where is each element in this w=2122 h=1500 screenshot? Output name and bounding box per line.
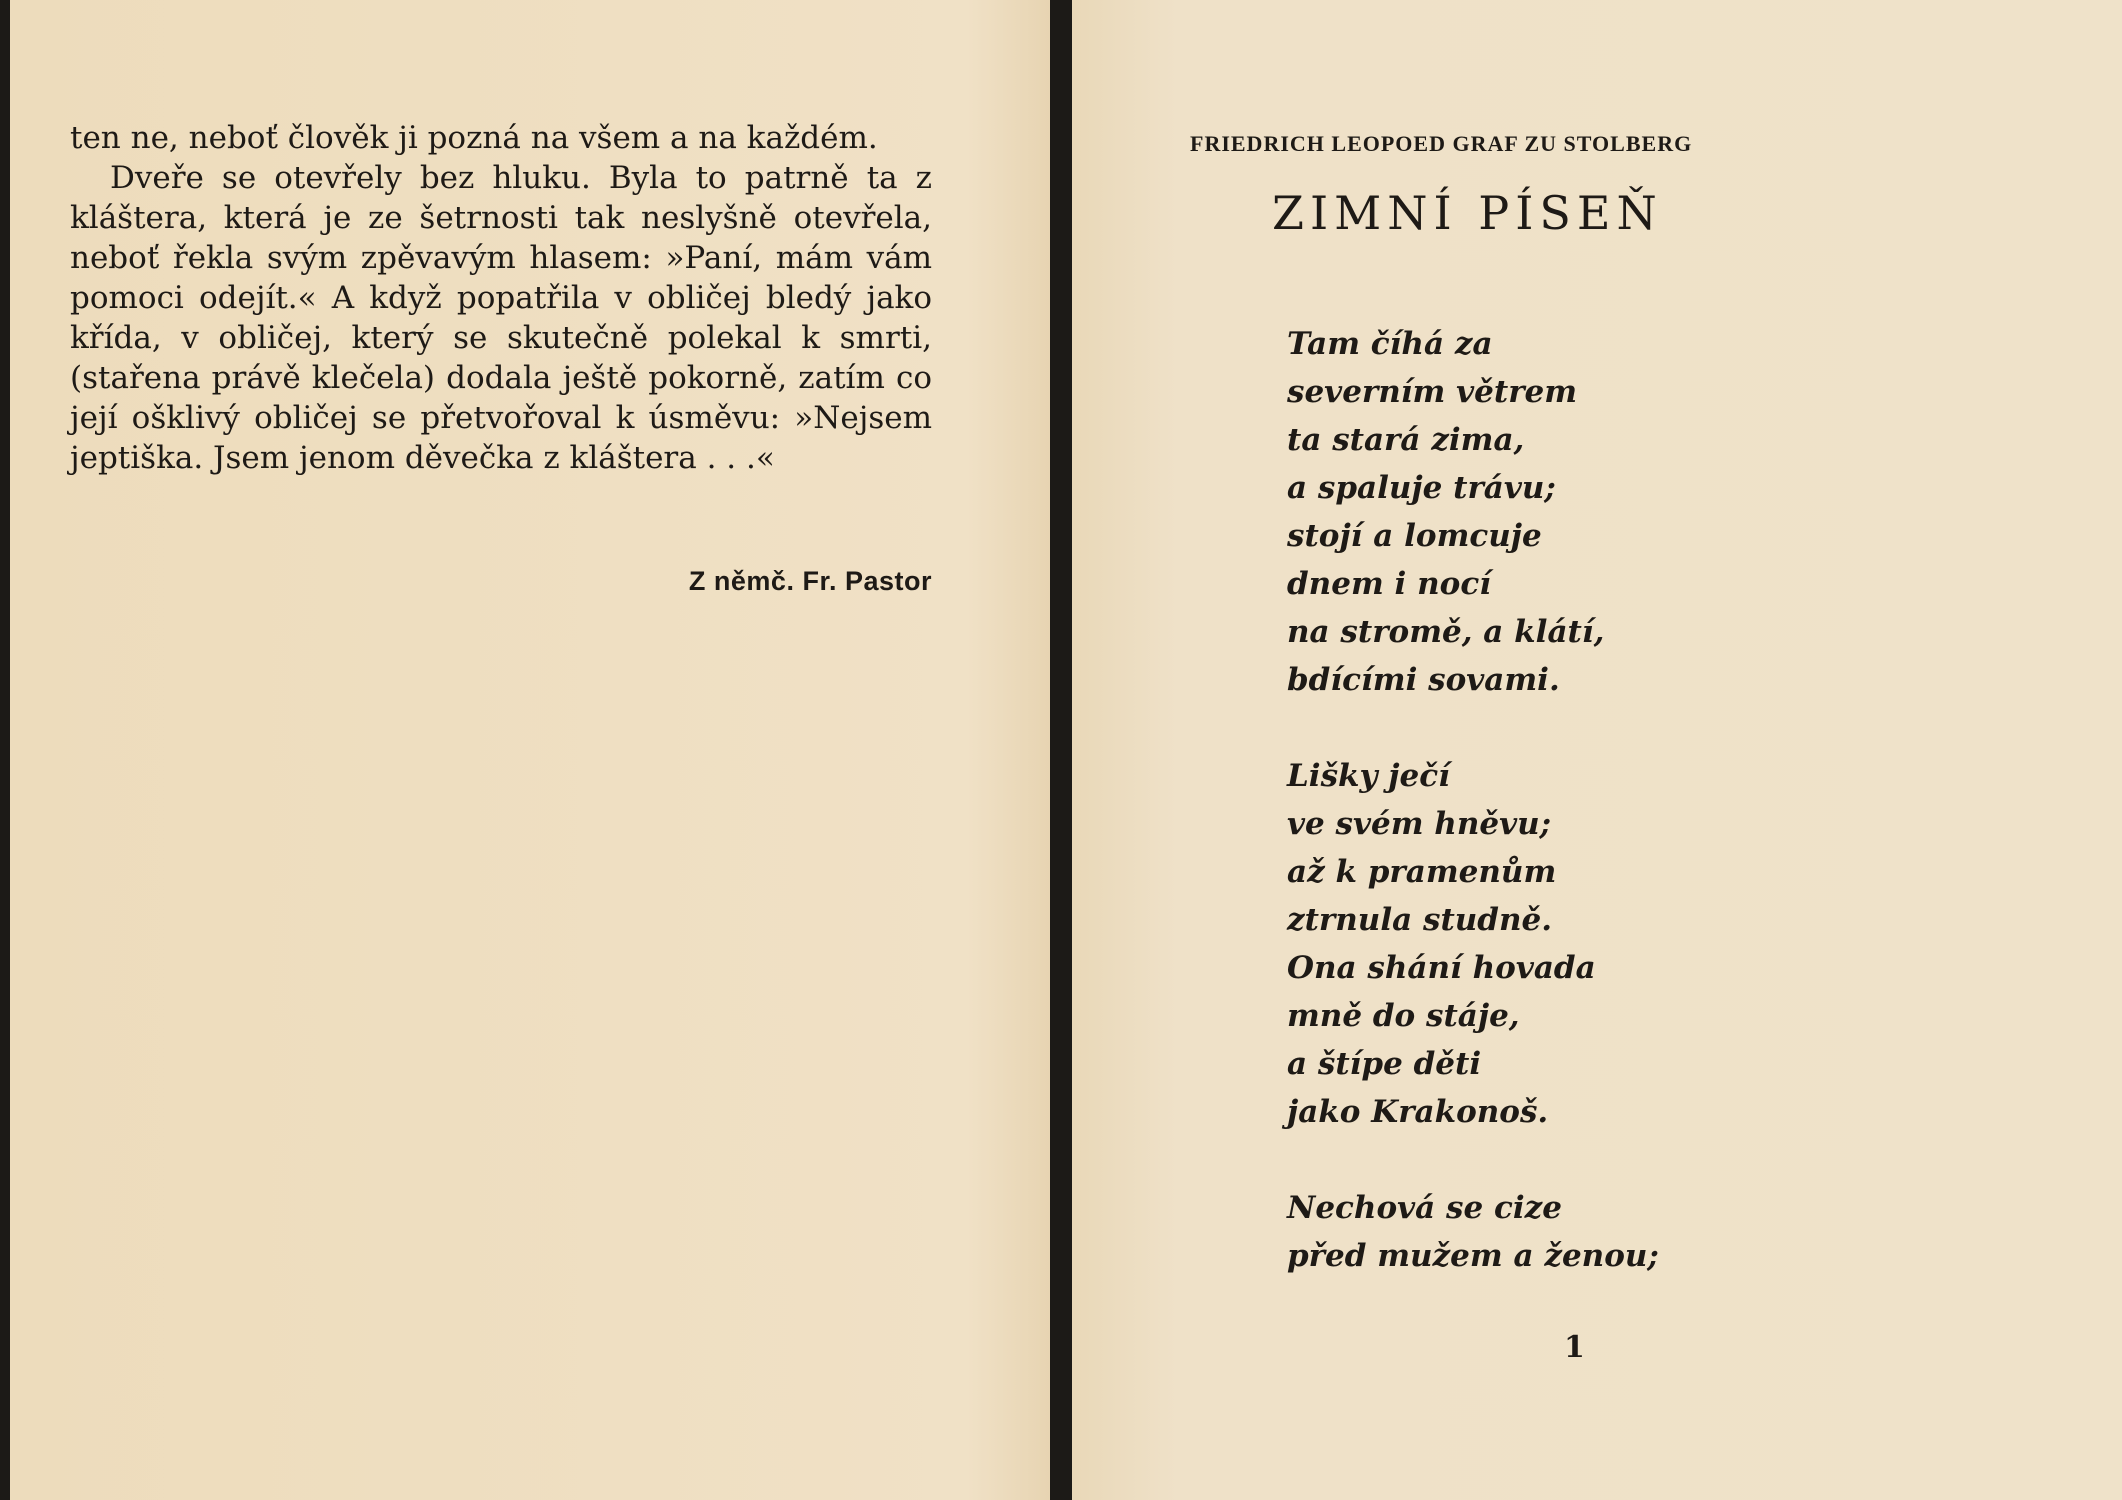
page-number: 1 — [1564, 1330, 1585, 1365]
poem-line: až k pramenům — [1287, 854, 1557, 890]
poem-line: a spaluje trávu; — [1287, 470, 1556, 506]
poem-line: bdícími sovami. — [1287, 662, 1560, 698]
poem-author: FRIEDRICH LEOPOED GRAF ZU STOLBERG — [1190, 131, 1693, 156]
poem-line: před mužem a ženou; — [1287, 1238, 1659, 1274]
poem-line: Ona shání hovada — [1287, 950, 1596, 986]
poem-body — [1287, 320, 1659, 1328]
poem-line: Lišky ječí — [1287, 758, 1450, 794]
poem-line: severním větrem — [1287, 374, 1578, 410]
translator-credit: Z němč. Fr. Pastor — [688, 566, 932, 596]
stanza-2 — [1287, 752, 1659, 1136]
poem-line: Nechová se cize — [1287, 1190, 1562, 1226]
poem-line: a štípe děti — [1287, 1046, 1482, 1082]
poem-line: ve svém hněvu; — [1287, 806, 1552, 842]
poem-line: jako Krakonoš. — [1287, 1094, 1549, 1130]
poem-line: ta stará zima, — [1287, 422, 1525, 458]
poem-line: ztrnula studně. — [1287, 902, 1553, 938]
left-page — [10, 0, 1050, 1500]
right-page — [1072, 0, 2122, 1500]
poem-line: Tam číhá za — [1287, 326, 1493, 362]
poem-line: stojí a lomcuje — [1287, 518, 1542, 554]
poem-line: dnem i nocí — [1287, 566, 1491, 602]
stanza-3 — [1287, 1184, 1659, 1280]
poem-title: ZIMNÍ PÍSEŇ — [1272, 186, 1663, 240]
poem-line: mně do stáje, — [1287, 998, 1520, 1034]
prose-text — [70, 118, 932, 478]
paragraph-1: ten ne, neboť člověk ji pozná na všem a na každém. — [70, 120, 878, 156]
paragraph-2: Dveře se otevřely bez hluku. Byla to patrně ta z kláštera, která je ze šetrnosti tak neslyšně otevřela, neboť řekla svým zpěvavým hlasem: »Paní, mám vám pomoci odejít.« A když popatřila v obličej bledý jako křída, v obličej, který se skutečně polekal k smrti, (stařena právě klečela) dodala ještě pokorně, zatím co její ošklivý obličej se přetvořoval k úsměvu: »Nejsem jeptiška. Jsem jenom děvečka z kláštera . . .« — [70, 160, 932, 476]
poem-line: na stromě, a klátí, — [1287, 614, 1605, 650]
stanza-1 — [1287, 320, 1659, 704]
